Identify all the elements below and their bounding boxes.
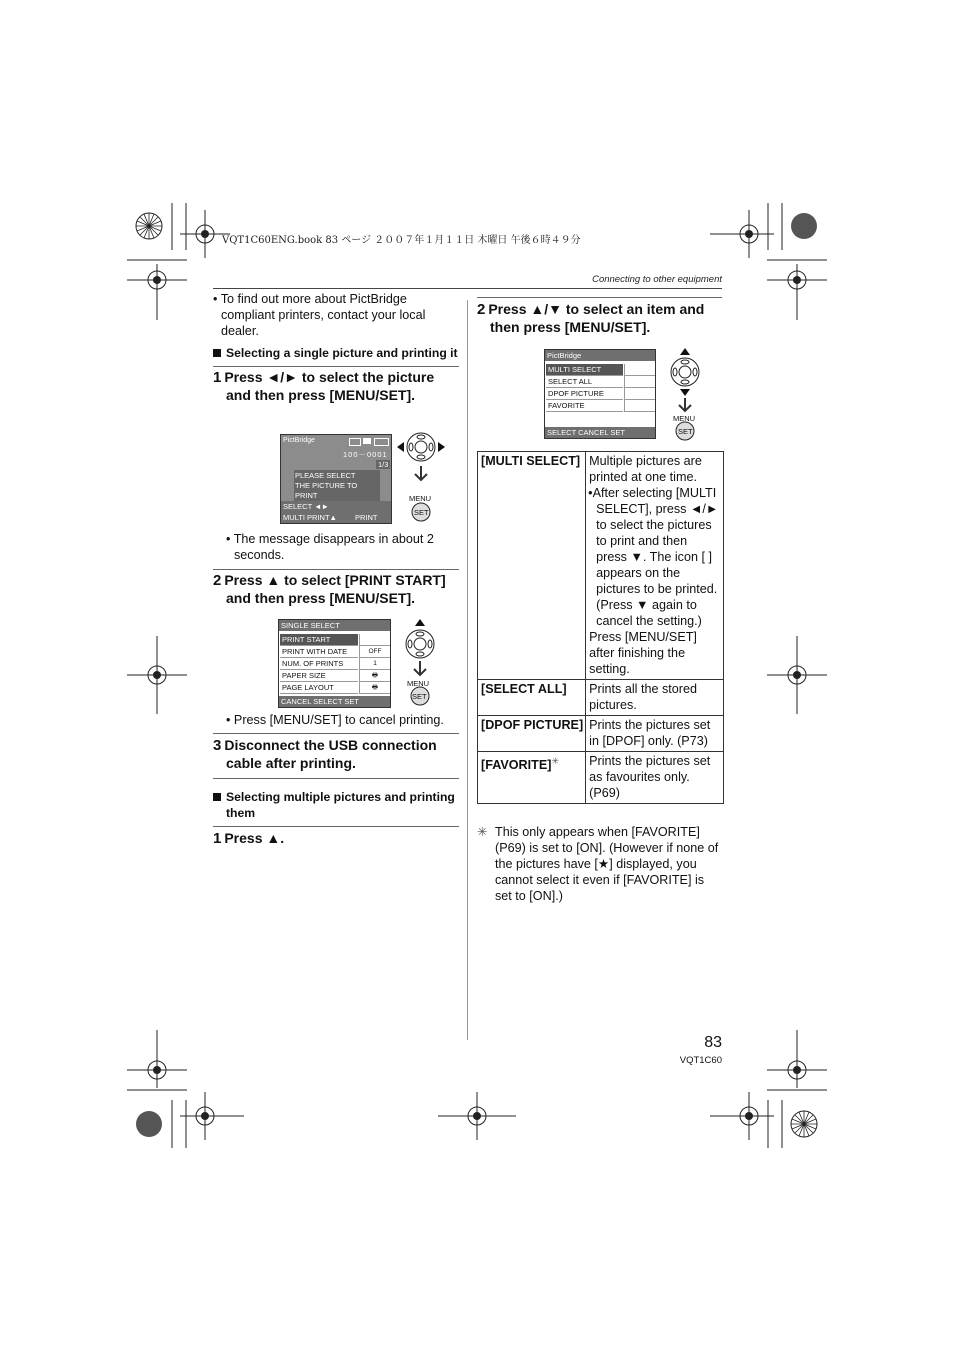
size-icon bbox=[349, 438, 361, 446]
quality-icon bbox=[363, 438, 371, 444]
subheading-single: Selecting a single picture and printing it bbox=[213, 345, 459, 361]
page-number: 83 bbox=[704, 1034, 722, 1051]
footnote: ✳ This only appears when [FAVORITE] (P69) is set to [ON]. (However if none of the pictures have [★] displayed, you cannot select it even if [FAVORITE] is set to [ON].) bbox=[477, 825, 719, 903]
subheading-multiple: Selecting multiple pictures and printing them bbox=[213, 789, 459, 821]
divider bbox=[477, 297, 722, 298]
intro-bullet: • To find out more about PictBridge compliant printers, contact your local dealer. bbox=[213, 292, 426, 338]
menu-item-page-layout: PAGE LAYOUT bbox=[280, 682, 358, 694]
table-desc: Prints all the stored pictures. bbox=[586, 680, 724, 716]
file-number: 100－0001 bbox=[343, 450, 388, 459]
divider bbox=[213, 366, 459, 367]
step-2-block bbox=[213, 572, 459, 607]
step-2-select-item: 2 Press ▲/▼ to select an item and then press [MENU/SET]. bbox=[477, 301, 705, 335]
menu-value-blank bbox=[624, 376, 655, 388]
screen-footer: SELECT CANCEL SET bbox=[545, 427, 655, 438]
print-header: VQT1C60ENG.book 83 ページ ２００７年１月１１日 木曜日 午後６時４９分 bbox=[222, 235, 581, 246]
step-4-block bbox=[213, 830, 459, 848]
menu-label: MENU bbox=[407, 679, 430, 688]
menu-label: MENU bbox=[409, 494, 432, 503]
menu-value-blank bbox=[624, 364, 655, 376]
step-press-up: 1 Press ▲. bbox=[213, 830, 285, 847]
multi-select-bullet: •After selecting [MULTI SELECT], press ◄/► to select the pictures to print and then press ▼. The icon [ ] appears on the pictures to be printed. (Press ▼ again to cancel the setting.) bbox=[588, 486, 719, 628]
note-1: • The message disappears in about 2 seconds. bbox=[226, 532, 434, 562]
screen-title: PictBridge bbox=[545, 350, 655, 361]
set-label: SET bbox=[414, 508, 429, 517]
set-label: SET bbox=[412, 692, 427, 701]
set-label: SET bbox=[678, 427, 693, 436]
subheading-multiple-block bbox=[213, 789, 459, 821]
step-1: 1 Press ◄/► to select the picture and then press [MENU/SET]. bbox=[213, 369, 435, 403]
table-key: [SELECT ALL] bbox=[478, 680, 586, 716]
menu-item-paper-size: PAPER SIZE bbox=[280, 670, 358, 682]
menu-item-select-all: SELECT ALL bbox=[546, 376, 623, 388]
divider bbox=[213, 826, 459, 827]
table-key: [DPOF PICTURE] bbox=[478, 716, 586, 752]
divider bbox=[213, 569, 459, 570]
table-desc: Prints the pictures set as favourites only. (P69) bbox=[586, 752, 724, 804]
card-icon bbox=[374, 438, 389, 446]
step-3: 3 Disconnect the USB connection cable after printing. bbox=[213, 737, 437, 771]
value-page-layout: 🖶 bbox=[359, 682, 390, 694]
step-2: 2 Press ▲ to select [PRINT START] and then press [MENU/SET]. bbox=[213, 572, 446, 606]
divider bbox=[213, 778, 459, 779]
camera-screen-multi-menu bbox=[544, 349, 656, 439]
value-num-prints: 1 bbox=[359, 658, 390, 670]
right-step-block bbox=[477, 301, 722, 336]
section-title: Connecting to other equipment bbox=[592, 274, 722, 285]
table-row bbox=[478, 452, 724, 680]
table-key: [MULTI SELECT] bbox=[478, 452, 586, 680]
menu-item-multi-select: MULTI SELECT bbox=[546, 364, 623, 376]
table-desc: Prints the pictures set in [DPOF] only. (P73) bbox=[586, 716, 724, 752]
screen-footer-1: SELECT ◄► bbox=[281, 501, 391, 512]
note-2: • Press [MENU/SET] to cancel printing. bbox=[226, 713, 444, 727]
column-divider bbox=[467, 300, 468, 1040]
step-3-block bbox=[213, 737, 459, 772]
divider bbox=[213, 733, 459, 734]
value-print-date: OFF bbox=[359, 646, 390, 658]
table-desc: Multiple pictures are printed at one time. •After selecting [MULTI SELECT], press ◄/► to select the pictures to print and then press ▼. The icon [ ] appears on the pictures to be printed. (Press ▼ again to cancel the setting.) Press [MENU/SET] after finishing the setting. bbox=[586, 452, 724, 680]
picture-count: 1/3 bbox=[378, 460, 389, 469]
table-row bbox=[478, 680, 724, 716]
table-key: [FAVORITE]✳ bbox=[478, 752, 586, 804]
menu-item-print-date: PRINT WITH DATE bbox=[280, 646, 358, 658]
table-row bbox=[478, 752, 724, 804]
screen-footer: CANCEL SELECT SET bbox=[279, 696, 390, 707]
value-print-start bbox=[359, 634, 390, 646]
options-table bbox=[477, 451, 724, 804]
menu-item-print-start: PRINT START bbox=[280, 634, 358, 646]
table-row bbox=[478, 716, 724, 752]
menu-item-dpof-picture: DPOF PICTURE bbox=[546, 388, 623, 400]
menu-value-blank bbox=[624, 400, 655, 412]
left-column bbox=[213, 291, 459, 404]
footnote-mark: ✳ bbox=[477, 825, 488, 839]
value-paper-size: 🖶 bbox=[359, 670, 390, 682]
camera-screen-print-menu bbox=[278, 619, 391, 708]
camera-screen-single bbox=[280, 434, 392, 524]
menu-label: MENU bbox=[673, 414, 696, 423]
menu-item-favorite: FAVORITE bbox=[546, 400, 623, 412]
menu-item-num-prints: NUM. OF PRINTS bbox=[280, 658, 358, 670]
model-code: VQT1C60 bbox=[679, 1055, 722, 1066]
menu-value-blank bbox=[624, 388, 655, 400]
top-rule bbox=[213, 288, 722, 289]
screen-footer-2: MULTI PRINT▲ PRINT bbox=[281, 512, 391, 523]
screen-title: PictBridge bbox=[283, 437, 315, 444]
message-box: PLEASE SELECT THE PICTURE TO PRINT bbox=[294, 470, 380, 502]
screen-title: SINGLE SELECT bbox=[279, 620, 390, 631]
